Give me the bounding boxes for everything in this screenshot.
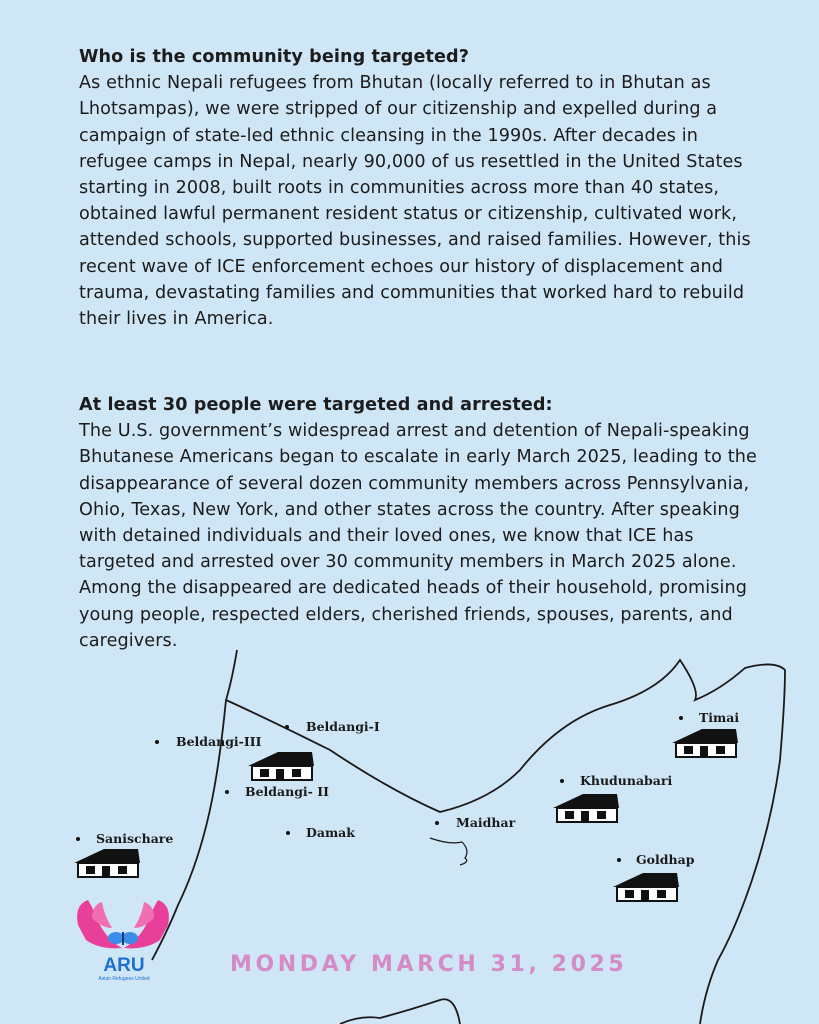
logo-tagline: Asian Refugees United xyxy=(98,976,150,982)
house-icon xyxy=(613,873,679,901)
date-label: MONDAY MARCH 31, 2025 xyxy=(230,952,628,977)
map-border-bottom xyxy=(340,999,460,1024)
house-icon xyxy=(553,794,619,822)
camp-label: Beldangi-I xyxy=(306,719,380,734)
camp-dot xyxy=(617,858,621,862)
camp-label: Timai xyxy=(699,710,740,725)
camp-dot xyxy=(560,779,564,783)
camp-label: Damak xyxy=(306,825,355,840)
section-heading: At least 30 people were targeted and arrested: xyxy=(79,395,553,415)
camp-label: Khudunabari xyxy=(580,773,673,788)
camp-dot xyxy=(435,821,439,825)
camp-dot xyxy=(286,831,290,835)
camp-dot xyxy=(155,740,159,744)
camp-dot xyxy=(76,837,80,841)
section-heading: Who is the community being targeted? xyxy=(79,47,470,67)
camp-label: Beldangi-III xyxy=(176,734,262,749)
aru-logo-icon xyxy=(77,900,169,948)
house-icon xyxy=(248,752,314,780)
section-body: The U.S. government’s widespread arrest and detention of Nepali-speaking Bhutanese Americans began to escalate in early March 2025, leading to the disappearance of several dozen community members across Pennsylvania, Ohio, Texas, New York, and other states across the country. After speaking with detained individuals and their loved ones, we know that ICE has targeted and arrested over 30 community members in March 2025 alone. Among the disappeared are dedicated heads of their household, promising young people, respected elders, cherished friends, spouses, parents, and caregivers. xyxy=(79,421,757,651)
logo-name: ARU xyxy=(103,955,145,976)
camp-label: Goldhap xyxy=(636,852,695,867)
house-icon xyxy=(74,849,140,877)
camp-dot xyxy=(679,716,683,720)
river xyxy=(430,838,467,865)
camp-label: Beldangi- II xyxy=(245,784,329,799)
camp-label: Maidhar xyxy=(456,815,516,830)
camp-label: Sanischare xyxy=(96,831,174,846)
section-body: As ethnic Nepali refugees from Bhutan (locally referred to in Bhutan as Lhotsampas), we were stripped of our citizenship and expelled during a campaign of state-led ethnic cleansing in the 1990s. After decades in refugee camps in Nepal, nearly 90,000 of us resettled in the United States starting in 2008, built roots in communities across more than 40 states, obtained lawful permanent resident status or citizenship, cultivated work, attended schools, supported businesses, and raised families. However, this recent wave of ICE enforcement echoes our history of displacement and trauma, devastating families and communities that worked hard to rebuild their lives in America. xyxy=(79,73,751,330)
camp-dot xyxy=(225,790,229,794)
house-icon xyxy=(672,729,738,757)
camp-dot xyxy=(285,725,289,729)
